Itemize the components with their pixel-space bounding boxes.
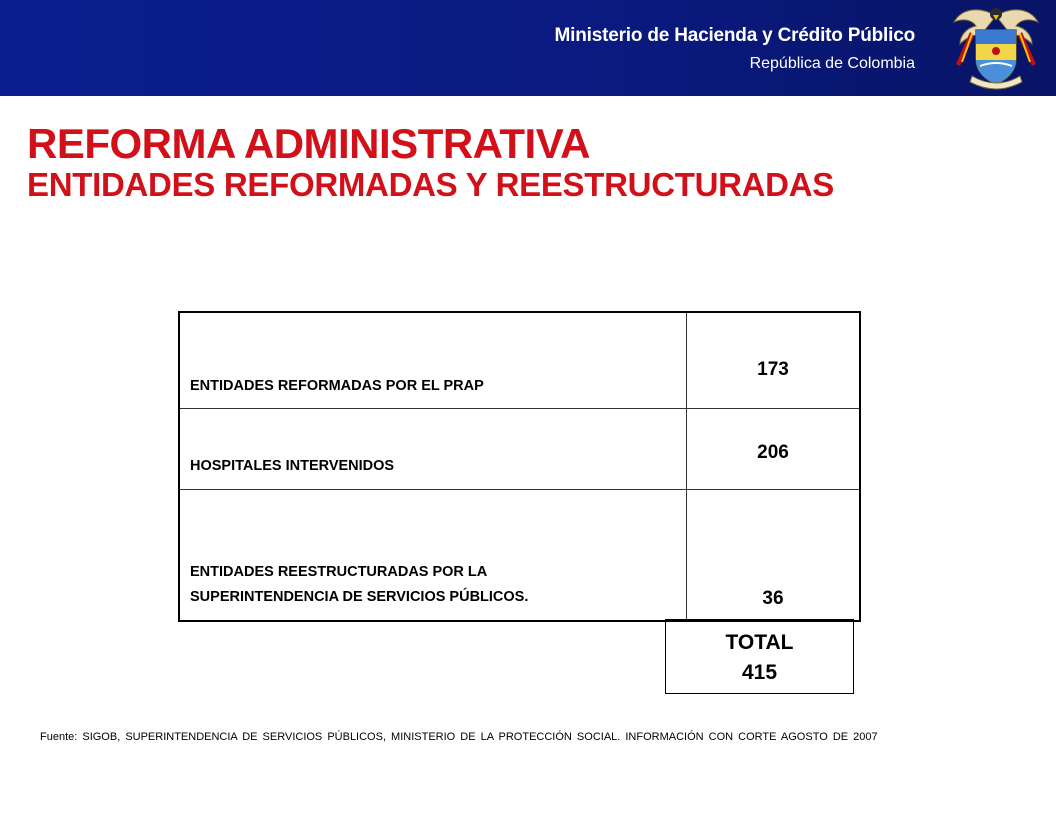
source-note: Fuente: SIGOB, SUPERINTENDENCIA DE SERVICIOS PÚBLICOS, MINISTERIO DE LA PROTECCIÓN SOCIAL. INFORMACIÓN CON CORTE AGOSTO DE 2007 (40, 731, 878, 743)
header-banner (0, 0, 1056, 96)
row-value: 36 (687, 490, 861, 622)
row-label (179, 409, 687, 490)
total-value: 415 (741, 661, 778, 684)
row-label (179, 490, 687, 622)
row-label-line: HOSPITALES INTERVENIDOS (190, 458, 395, 474)
row-label-line: ENTIDADES REFORMADAS POR EL PRAP (190, 378, 484, 394)
row-value: 206 (687, 409, 861, 490)
entities-table (178, 311, 861, 622)
page-title: REFORMA ADMINISTRATIVA (27, 120, 590, 167)
row-label (179, 312, 687, 409)
ministry-name: Ministerio de Hacienda y Crédito Público (554, 25, 915, 46)
row-label-line: ENTIDADES REESTRUCTURADAS POR LA (190, 564, 488, 580)
republic-name: República de Colombia (749, 55, 915, 72)
table-row (179, 490, 860, 622)
table-row (179, 312, 860, 409)
total-label: TOTAL (725, 631, 794, 654)
colombia-coat-of-arms-icon (950, 2, 1042, 92)
row-value: 173 (687, 312, 861, 409)
table-row (179, 409, 860, 490)
row-label-line: SUPERINTENDENCIA DE SERVICIOS PÚBLICOS. (190, 589, 529, 605)
page-subtitle: ENTIDADES REFORMADAS Y REESTRUCTURADAS (27, 166, 834, 203)
total-box (665, 619, 854, 694)
